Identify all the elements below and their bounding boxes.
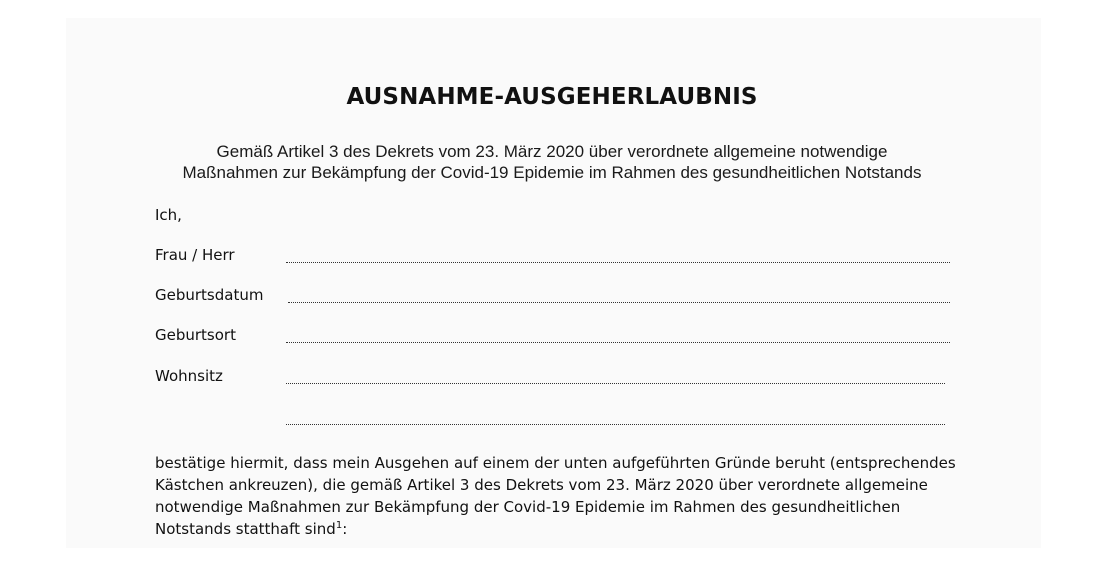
birthdate-input-line[interactable] <box>288 302 950 303</box>
name-input-line[interactable] <box>286 262 950 263</box>
intro-text: Ich, <box>155 206 182 224</box>
statement-line: Kästchen ankreuzen), die gemäß Artikel 3 des Dekrets vom 23. März 2020 über verordnete allgemeine <box>155 476 928 494</box>
statement-end: : <box>342 520 348 538</box>
subtitle-line: Gemäß Artikel 3 des Dekrets vom 23. März 2020 über verordnete allgemeine notwendige <box>216 142 888 161</box>
statement-line: Notstands statthaft sind <box>155 520 336 538</box>
field-name <box>155 246 950 268</box>
field-label: Frau / Herr <box>155 246 235 264</box>
subtitle-line: Maßnahmen zur Bekämpfung der Covid-19 Epidemie im Rahmen des gesundheitlichen Notstands <box>182 163 922 182</box>
residence-input-line[interactable] <box>286 383 945 384</box>
field-residence-continued <box>155 408 950 430</box>
statement-last-line <box>155 518 955 540</box>
field-residence <box>155 367 950 389</box>
field-birthdate <box>155 286 950 308</box>
footnote-marker: 1 <box>335 520 343 531</box>
field-birthplace <box>155 326 950 348</box>
field-label: Geburtsort <box>155 326 236 344</box>
document-subtitle <box>0 141 1104 183</box>
document-title: AUSNAHME-AUSGEHERLAUBNIS <box>346 84 758 110</box>
birthplace-input-line[interactable] <box>286 342 950 343</box>
field-label: Wohnsitz <box>155 367 223 385</box>
statement-paragraph <box>155 452 955 540</box>
statement-line: bestätige hiermit, dass mein Ausgehen auf einem der unten aufgeführten Gründe beruht (entsprechendes <box>155 454 956 472</box>
statement-line: notwendige Maßnahmen zur Bekämpfung der Covid-19 Epidemie im Rahmen des gesundheitlichen <box>155 498 901 516</box>
residence-input-line-2[interactable] <box>286 424 945 425</box>
field-label: Geburtsdatum <box>155 286 264 304</box>
